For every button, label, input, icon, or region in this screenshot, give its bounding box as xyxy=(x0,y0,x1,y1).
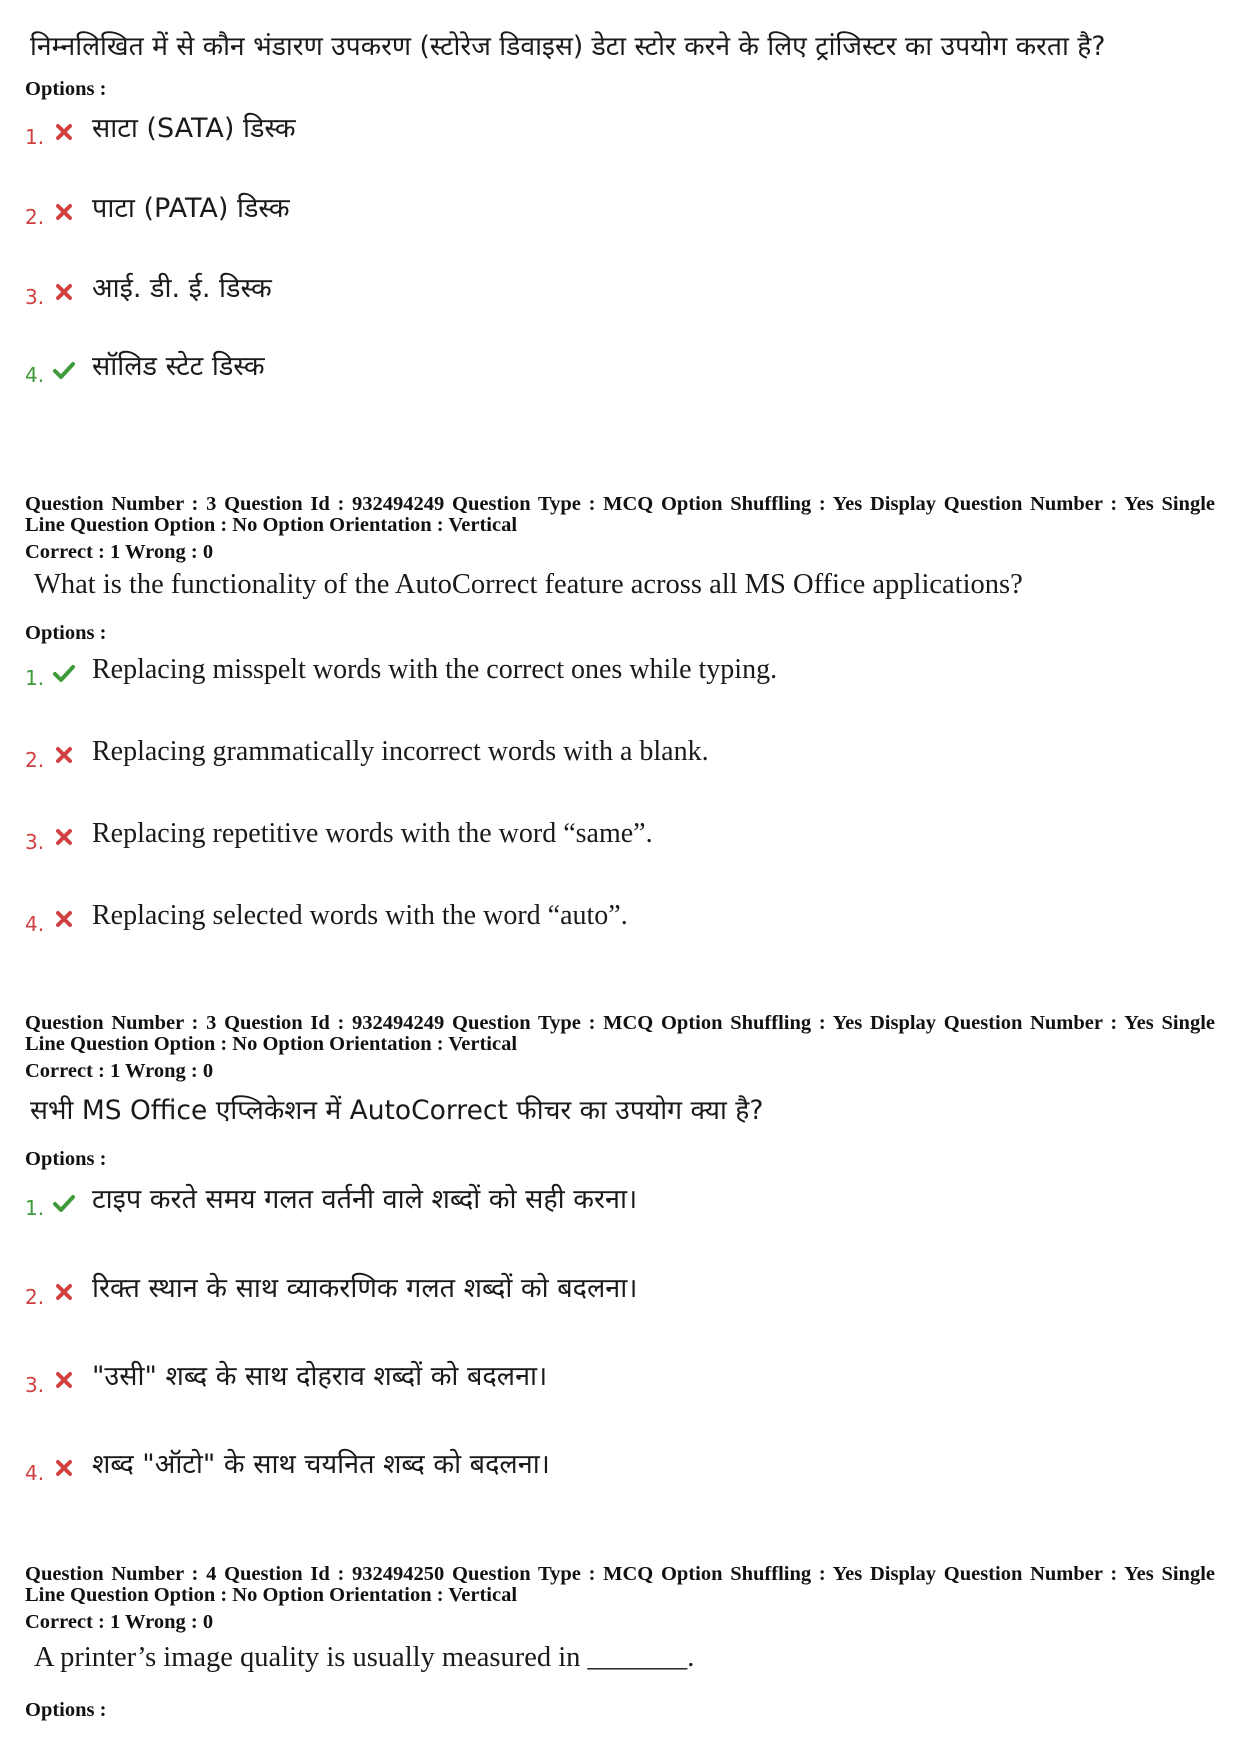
option-number: 1. xyxy=(25,666,45,690)
cross-icon xyxy=(52,825,76,849)
option-text: Replacing grammatically incorrect words with a blank. xyxy=(92,736,709,767)
metadata-line-1: Question Number : 3 Question Id : 932494249 Question Type : MCQ Option Shuffling : Yes Display Question Number : Yes Single xyxy=(25,493,1215,515)
metadata-line-2: Line Question Option : No Option Orientation : Vertical xyxy=(25,1584,518,1606)
metadata-line-2: Line Question Option : No Option Orientation : Vertical xyxy=(25,514,518,536)
check-icon xyxy=(52,358,76,382)
option-text: साटा (SATA) डिस्क xyxy=(92,113,296,144)
score-info: Correct : 1 Wrong : 0 xyxy=(25,1611,214,1633)
option-number: 2. xyxy=(25,1285,45,1309)
cross-icon xyxy=(52,120,76,144)
option-text: शब्द "ऑटो" के साथ चयनित शब्द को बदलना। xyxy=(92,1449,550,1480)
option-text: "उसी" शब्द के साथ दोहराव शब्दों को बदलना। xyxy=(92,1361,548,1392)
option-text: Replacing selected words with the word “auto”. xyxy=(92,900,628,931)
score-info: Correct : 1 Wrong : 0 xyxy=(25,1060,214,1082)
question-metadata xyxy=(25,494,1215,536)
check-icon xyxy=(52,1191,76,1215)
score-info: Correct : 1 Wrong : 0 xyxy=(25,541,214,563)
cross-icon xyxy=(52,1456,76,1480)
options-label: Options : xyxy=(25,622,107,644)
question-metadata xyxy=(25,1564,1215,1606)
option-text: रिक्त स्थान के साथ व्याकरणिक गलत शब्दों को बदलना। xyxy=(92,1273,638,1304)
question-text: निम्नलिखित में से कौन भंडारण उपकरण (स्टोरेज डिवाइस) डेटा स्टोर करने के लिए ट्रांजिस्टर का उपयोग करता है? xyxy=(30,31,1106,62)
options-label: Options : xyxy=(25,78,107,100)
option-number: 3. xyxy=(25,1373,45,1397)
option-number: 4. xyxy=(25,363,45,387)
cross-icon xyxy=(52,743,76,767)
cross-icon xyxy=(52,200,76,224)
option-number: 4. xyxy=(25,912,45,936)
option-4 xyxy=(0,1448,1240,1488)
metadata-line-2: Line Question Option : No Option Orientation : Vertical xyxy=(25,1033,518,1055)
question-text: सभी MS Office एप्लिकेशन में AutoCorrect फीचर का उपयोग क्या है? xyxy=(30,1095,764,1126)
options-label: Options : xyxy=(25,1699,107,1721)
option-4 xyxy=(0,350,1240,390)
option-3 xyxy=(0,1360,1240,1400)
metadata-line-1: Question Number : 3 Question Id : 932494249 Question Type : MCQ Option Shuffling : Yes Display Question Number : Yes Single xyxy=(25,1012,1215,1034)
option-text: टाइप करते समय गलत वर्तनी वाले शब्दों को सही करना। xyxy=(92,1184,638,1215)
question-text: What is the functionality of the AutoCorrect feature across all MS Office applications? xyxy=(34,569,1023,600)
cross-icon xyxy=(52,1280,76,1304)
cross-icon xyxy=(52,1368,76,1392)
option-text: पाटा (PATA) डिस्क xyxy=(92,193,290,224)
option-text: सॉलिड स्टेट डिस्क xyxy=(92,351,265,382)
option-number: 1. xyxy=(25,1196,45,1220)
option-2 xyxy=(0,1272,1240,1312)
option-number: 2. xyxy=(25,748,45,772)
question-text: A printer’s image quality is usually measured in _______. xyxy=(34,1642,695,1673)
check-icon xyxy=(52,661,76,685)
option-number: 1. xyxy=(25,125,45,149)
cross-icon xyxy=(52,280,76,304)
option-1 xyxy=(0,112,1240,152)
option-number: 4. xyxy=(25,1461,45,1485)
option-number: 3. xyxy=(25,285,45,309)
option-text: Replacing repetitive words with the word “same”. xyxy=(92,818,653,849)
option-number: 3. xyxy=(25,830,45,854)
option-2 xyxy=(0,735,1240,775)
options-label: Options : xyxy=(25,1148,107,1170)
option-1 xyxy=(0,653,1240,693)
metadata-line-1: Question Number : 4 Question Id : 932494250 Question Type : MCQ Option Shuffling : Yes Display Question Number : Yes Single xyxy=(25,1563,1215,1585)
option-number: 2. xyxy=(25,205,45,229)
cross-icon xyxy=(52,907,76,931)
option-2 xyxy=(0,192,1240,232)
option-text: आई. डी. ई. डिस्क xyxy=(92,273,272,304)
question-metadata xyxy=(25,1013,1215,1055)
option-3 xyxy=(0,817,1240,857)
option-1 xyxy=(0,1183,1240,1223)
option-text: Replacing misspelt words with the correct ones while typing. xyxy=(92,654,778,685)
option-3 xyxy=(0,272,1240,312)
option-4 xyxy=(0,899,1240,939)
